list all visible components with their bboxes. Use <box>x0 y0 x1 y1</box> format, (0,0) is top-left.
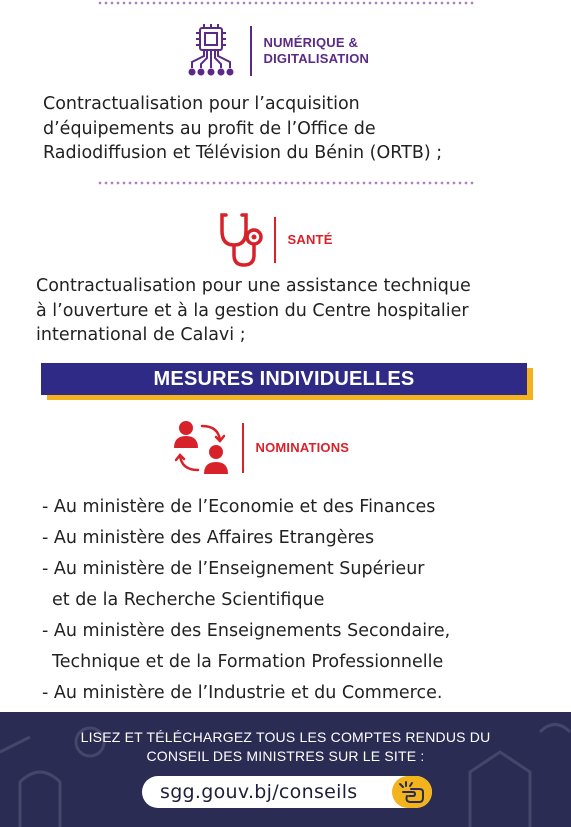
hand-pointer-icon[interactable] <box>392 776 432 808</box>
dotted-divider-top <box>97 1 475 5</box>
list-item-continuation: et de la Recherche Scientifique <box>52 590 325 610</box>
footer-banner <box>0 712 571 827</box>
nominations-section-header <box>172 420 349 476</box>
numerique-title-line2: DIGITALISATION <box>263 51 370 66</box>
footer-line2: CONSEIL DES MINISTRES SUR LE SITE : <box>146 748 425 764</box>
nominations-list <box>42 492 450 709</box>
numerique-title-line1: NUMÉRIQUE & <box>263 35 359 50</box>
list-item: - Au ministère de l’Enseignement Supérieur <box>42 559 425 579</box>
people-exchange-icon <box>172 420 230 476</box>
numerique-paragraph: Contractualisation pour l’acquisition d’équipements au profit de l’Office de Radiodiffusion et Télévision du Bénin (ORTB) ; <box>43 94 443 163</box>
list-item: - Au ministère de l’Industrie et du Commerce. <box>42 683 443 703</box>
sante-section-header <box>218 211 333 269</box>
numerique-section-header <box>184 22 369 80</box>
sante-paragraph: Contractualisation pour une assistance technique à l’ouverture et à la gestion du Centre hospitalier international de Calavi ; <box>36 276 471 345</box>
mesures-individuelles-banner <box>41 363 533 399</box>
section-divider-bar <box>274 217 276 263</box>
list-item-continuation: Technique et de la Formation Professionnelle <box>52 652 444 672</box>
list-item: - Au ministère des Affaires Etrangères <box>42 528 375 548</box>
website-link[interactable] <box>142 776 432 808</box>
mesures-individuelles-label: MESURES INDIVIDUELLES <box>41 363 527 395</box>
stethoscope-icon <box>218 211 264 269</box>
microchip-network-icon <box>184 22 238 80</box>
nominations-title: NOMINATIONS <box>255 440 350 455</box>
footer-message <box>0 728 571 766</box>
list-item: - Au ministère des Enseignements Secondaire, <box>42 621 451 641</box>
sante-title: SANTÉ <box>287 232 333 247</box>
list-item: - Au ministère de l’Economie et des Finances <box>42 497 436 517</box>
section-divider-bar <box>242 423 244 473</box>
numerique-title <box>264 35 370 67</box>
section-divider-bar <box>250 26 252 76</box>
dotted-divider-middle <box>97 181 475 185</box>
footer-line1: LISEZ ET TÉLÉCHARGEZ TOUS LES COMPTES RENDUS DU <box>80 729 491 745</box>
website-url[interactable]: sgg.gouv.bj/conseils <box>160 781 358 803</box>
